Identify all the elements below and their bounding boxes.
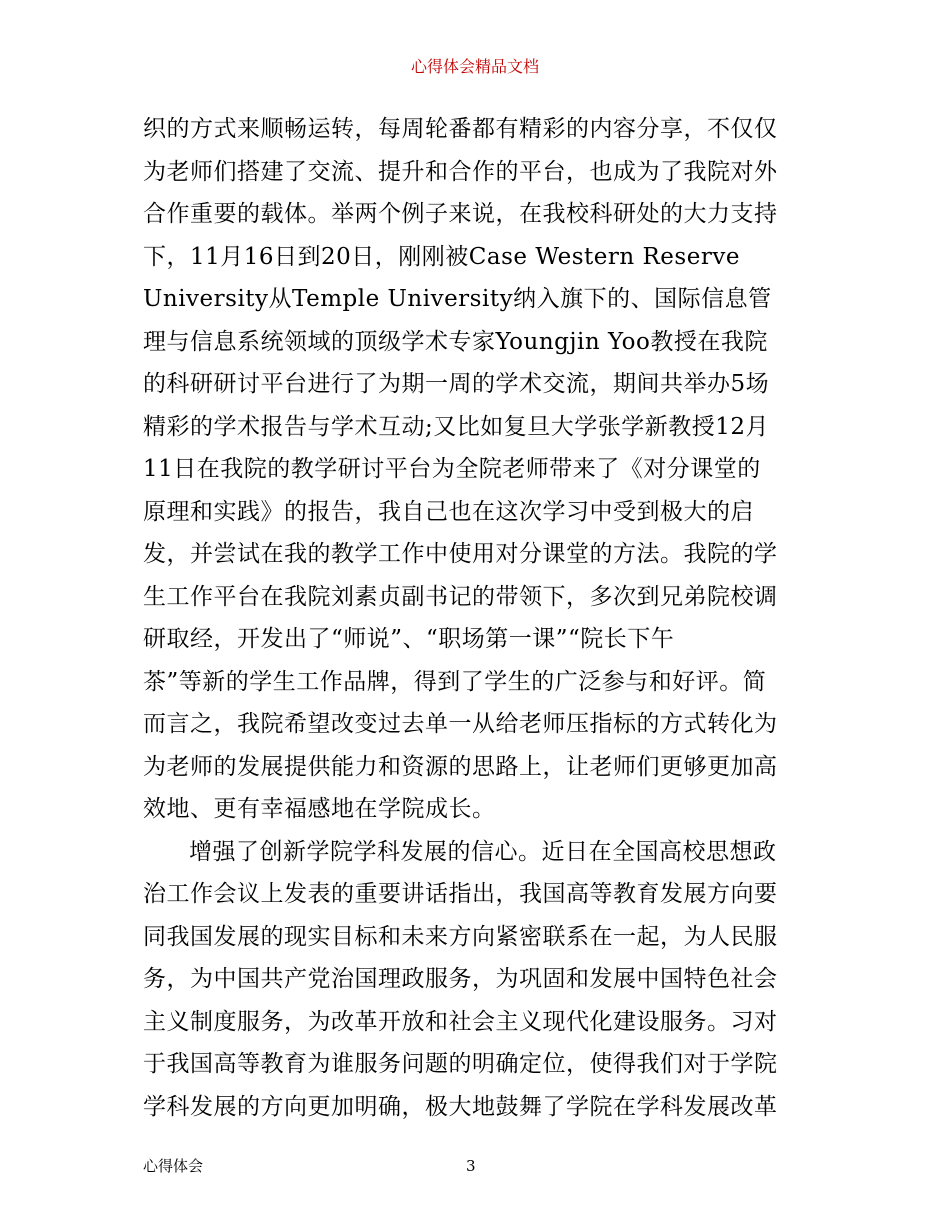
text-line: 同我国发展的现实目标和未来方向紧密联系在一起，为人民服 bbox=[143, 923, 778, 950]
paragraph-first-line: 增强了创新学院学科发展的信心。近日在全国高校思想政 bbox=[189, 838, 777, 865]
text-line: 下，11月16日到20日，刚刚被Case Western Reserve bbox=[143, 243, 740, 270]
text-line: 合作重要的载体。举两个例子来说，在我校科研处的大力支持 bbox=[143, 201, 778, 227]
text-line: 学科发展的方向更加明确，极大地鼓舞了学院在学科发展改革 bbox=[143, 1093, 778, 1120]
text-line: 精彩的学术报告与学术互动;又比如复旦大学张学新教授12月 bbox=[143, 413, 770, 440]
text-line: 效地、更有幸福感地在学院成长。 bbox=[143, 796, 496, 822]
text-line: 为老师的发展提供能力和资源的思路上，让老师们更够更加高 bbox=[143, 753, 778, 780]
text-line: 而言之，我院希望改变过去单一从给老师压指标的方式转化为 bbox=[143, 711, 778, 737]
text-line: 为老师们搭建了交流、提升和合作的平台，也成为了我院对外 bbox=[143, 158, 778, 185]
text-line: 理与信息系统领域的顶级学术专家Youngjin Yoo教授在我院 bbox=[143, 328, 768, 355]
text-line: 务，为中国共产党治国理政服务，为巩固和发展中国特色社会 bbox=[143, 966, 778, 992]
text-line: 研取经，开发出了“师说”、“职场第一课”“院长下午 bbox=[143, 626, 675, 652]
text-line: 生工作平台在我院刘素贞副书记的带领下，多次到兄弟院校调 bbox=[143, 583, 778, 610]
text-line: 茶”等新的学生工作品牌，得到了学生的广泛参与和好评。简 bbox=[143, 668, 767, 695]
text-line: 的科研研讨平台进行了为期一周的学术交流，期间共举办5场 bbox=[143, 371, 770, 397]
text-line: 主义制度服务，为改革开放和社会主义现代化建设服务。习对 bbox=[143, 1008, 778, 1035]
page-number: 3 bbox=[466, 1157, 476, 1175]
document-body bbox=[143, 108, 811, 1128]
text-line: University从Temple University纳入旗下的、国际信息管 bbox=[143, 286, 772, 312]
page-header-title: 心得体会精品文档 bbox=[410, 57, 539, 76]
text-line: 治工作会议上发表的重要讲话指出，我国高等教育发展方向要 bbox=[143, 881, 778, 907]
text-line: 于我国高等教育为谁服务问题的明确定位，使得我们对于学院 bbox=[143, 1051, 778, 1077]
text-line: 11日在我院的教学研讨平台为全院老师带来了《对分课堂的 bbox=[143, 456, 761, 482]
text-line: 发，并尝试在我的教学工作中使用对分课堂的方法。我院的学 bbox=[143, 541, 778, 567]
text-line: 织的方式来顺畅运转，每周轮番都有精彩的内容分享，不仅仅 bbox=[143, 116, 778, 142]
footer-label: 心得体会 bbox=[143, 1157, 204, 1175]
text-line: 原理和实践》的报告，我自己也在这次学习中受到极大的启 bbox=[143, 498, 754, 525]
